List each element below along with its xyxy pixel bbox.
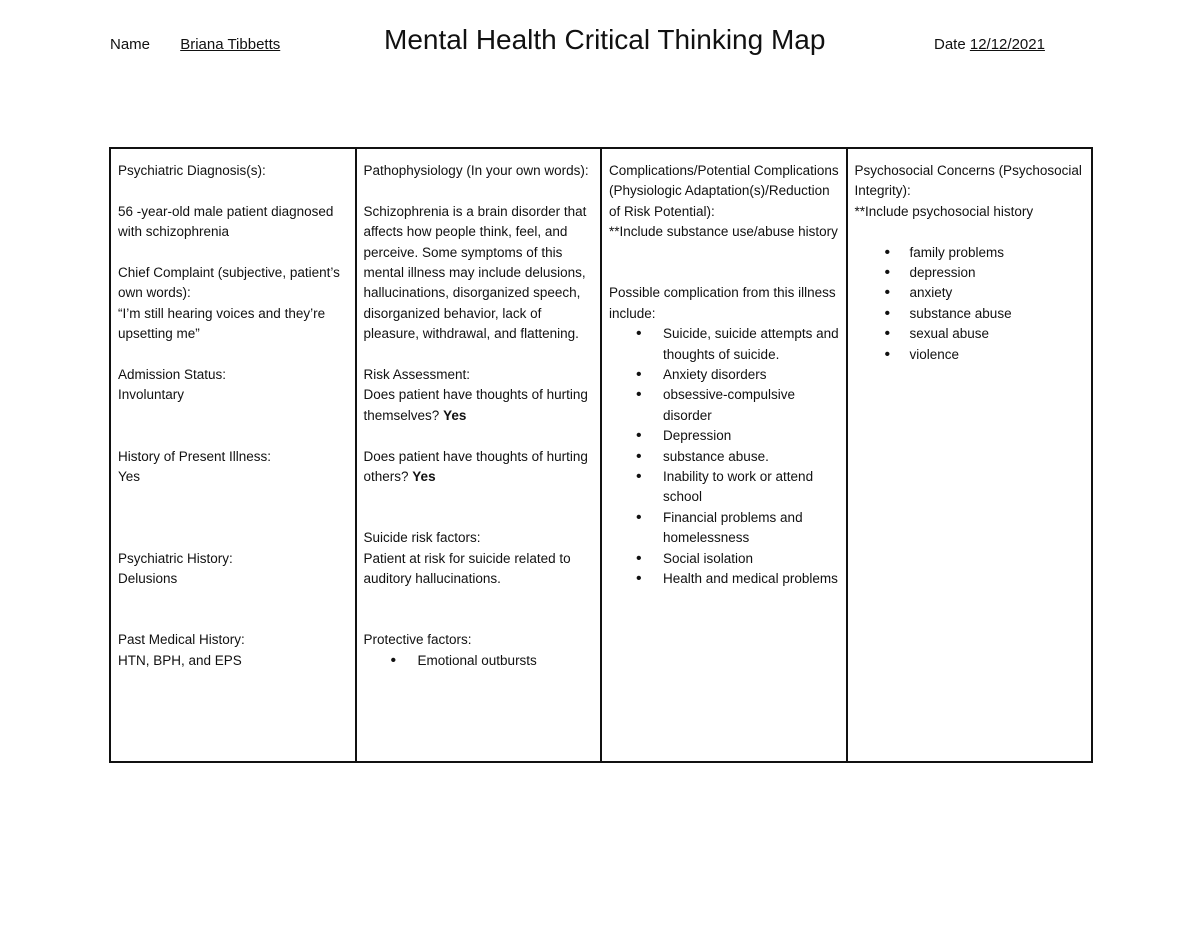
list-item: • Emotional outbursts: [364, 651, 595, 671]
chief-complaint-heading: Chief Complaint (subjective, patient’s own words):: [118, 265, 340, 301]
column-complications: [600, 149, 846, 761]
complications-heading: Complications/Potential Complications (Physiologic Adaptation(s)/Reduction of Risk Potential):: [609, 163, 839, 219]
self-harm-answer: Yes: [443, 407, 467, 423]
column-pathophysiology: [355, 149, 601, 761]
name-value: Briana Tibbetts: [180, 36, 281, 53]
column-psychosocial-concerns: [846, 149, 1092, 761]
self-harm-question: [364, 385, 595, 426]
column-psychiatric-diagnosis: [111, 149, 355, 761]
list-item: • Depression: [609, 426, 840, 446]
self-harm-question-text: Does patient have thoughts of hurting themselves?: [363, 387, 588, 423]
admission-status-text: Involuntary: [118, 387, 185, 403]
date-value: 12/12/2021: [969, 36, 1045, 53]
document-header: [110, 24, 1090, 64]
medical-history-heading: Past Medical History:: [118, 632, 245, 648]
suicide-risk-text: Patient at risk for suicide related to auditory hallucinations.: [363, 550, 571, 587]
complications-intro: Possible complication from this illness include:: [609, 285, 836, 321]
psychiatric-history-text: Delusions: [118, 571, 178, 587]
protective-factors-heading: Protective factors:: [363, 632, 472, 648]
list-item: • violence: [855, 345, 1086, 365]
name-field: [110, 36, 282, 53]
list-item: • depression: [855, 263, 1086, 283]
list-item: • Health and medical problems: [609, 569, 840, 589]
list-item: • obsessive-compulsive disorder: [609, 385, 840, 426]
psychosocial-list: [855, 243, 1086, 365]
others-harm-question: [364, 447, 595, 488]
list-item: • Suicide, suicide attempts and thoughts of suicide.: [609, 324, 840, 365]
admission-status-heading: Admission Status:: [118, 367, 227, 383]
list-item: • Social isolation: [609, 549, 840, 569]
list-item: • Financial problems and homelessness: [609, 508, 840, 549]
list-item: • anxiety: [855, 283, 1086, 303]
protective-factors-list: [364, 651, 595, 671]
page-title: Mental Health Critical Thinking Map: [384, 24, 826, 55]
psychiatric-history-heading: Psychiatric History:: [118, 550, 233, 566]
complications-note: **Include substance use/abuse history: [609, 224, 838, 240]
pathophysiology-heading: Pathophysiology (In your own words):: [363, 163, 589, 178]
psychosocial-heading: Psychosocial Concerns (Psychosocial Integrity):: [854, 163, 1082, 199]
suicide-risk-heading: Suicide risk factors:: [363, 530, 481, 546]
list-item: • Anxiety disorders: [609, 365, 840, 385]
list-item: • substance abuse.: [609, 447, 840, 467]
name-label: Name: [110, 36, 151, 53]
date-label: Date: [934, 36, 966, 53]
medical-history-text: HTN, BPH, and EPS: [118, 652, 242, 668]
chief-complaint-text: “I’m still hearing voices and they’re upsetting me”: [118, 305, 326, 342]
complications-list: [609, 324, 840, 589]
list-item: • substance abuse: [855, 304, 1086, 324]
others-harm-answer: Yes: [412, 469, 436, 485]
list-item: • sexual abuse: [855, 324, 1086, 344]
others-harm-question-text: Does patient have thoughts of hurting others?: [363, 448, 588, 485]
critical-thinking-map-table: [109, 147, 1093, 763]
risk-assessment-heading: Risk Assessment:: [363, 367, 471, 383]
diagnosis-text: 56 -year-old male patient diagnosed with schizophrenia: [118, 203, 334, 240]
pathophysiology-text: Schizophrenia is a brain disorder that affects how people think, feel, and perceive. Some symptoms of this mental illness may include delusions, hallucinations, disorganized speech, disorganized behavior, lack of pleasure, withdrawal, and flattening.: [363, 203, 587, 342]
present-illness-text: Yes: [118, 469, 141, 485]
psychosocial-note: **Include psychosocial history: [854, 203, 1034, 219]
date-field: [934, 36, 1045, 53]
present-illness-heading: History of Present Illness:: [118, 448, 272, 464]
list-item: • Inability to work or attend school: [609, 467, 840, 508]
list-item: • family problems: [855, 243, 1086, 263]
diagnosis-heading: Psychiatric Diagnosis(s):: [118, 163, 266, 178]
